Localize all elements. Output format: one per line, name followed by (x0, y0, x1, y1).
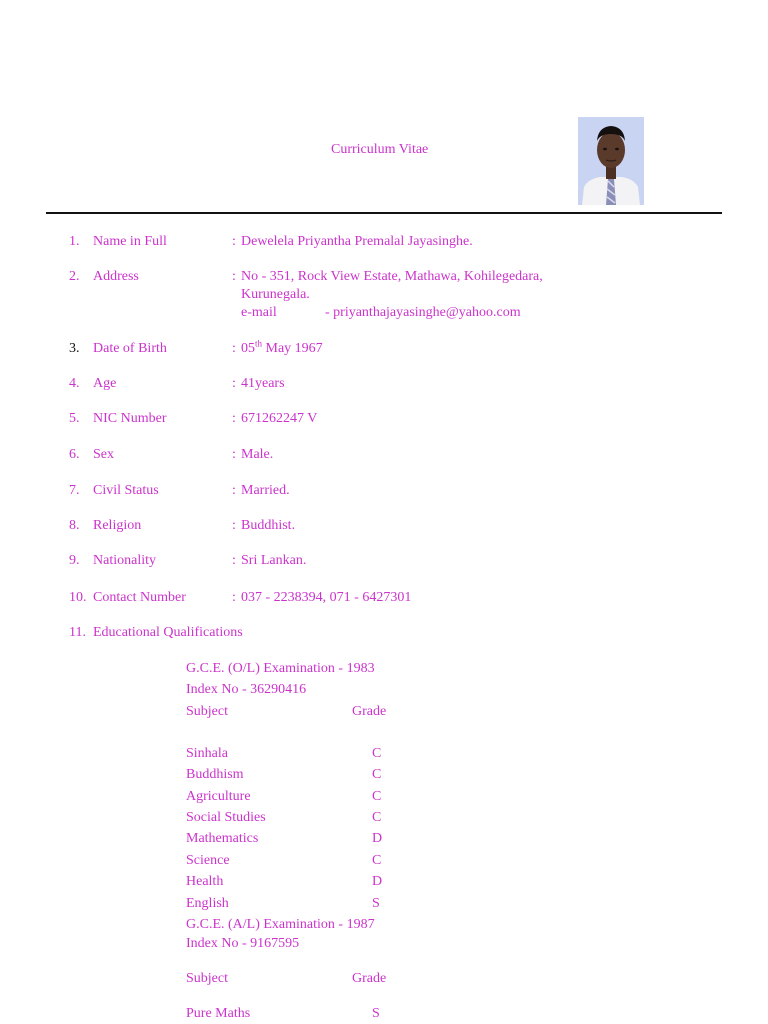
separator: : (232, 376, 236, 391)
separator: : (232, 269, 236, 284)
value-religion: Buddhist. (241, 518, 296, 533)
email-value: - priyanthajayasinghe@yahoo.com (325, 305, 521, 320)
ol-subject: Buddhism (186, 767, 244, 782)
entry-number: 9. (69, 553, 80, 568)
label-sex: Sex (93, 447, 114, 462)
separator: : (232, 447, 236, 462)
value-address-line2: Kurunegala. (241, 287, 310, 302)
ol-grade: D (372, 831, 383, 846)
separator: : (232, 234, 236, 249)
value-address-line1: No - 351, Rock View Estate, Mathawa, Kohilegedara, (241, 269, 543, 284)
value-civil-status: Married. (241, 483, 290, 498)
ol-grade: S (372, 896, 380, 911)
entry-number: 6. (69, 447, 80, 462)
ol-grade: C (372, 746, 382, 761)
al-index-number: Index No - 9167595 (186, 936, 300, 951)
separator: : (232, 553, 236, 568)
dob-month-year: May 1967 (262, 341, 323, 356)
ol-grade-header: Grade (352, 704, 387, 719)
dob-day-suffix: th (255, 338, 263, 349)
value-contact-number: 037 - 2238394, 071 - 6427301 (241, 590, 412, 605)
al-exam-heading: G.C.E. (A/L) Examination - 1987 (186, 917, 375, 932)
profile-photo (578, 117, 644, 205)
ol-subject: Health (186, 874, 224, 889)
entry-number: 2. (69, 269, 80, 284)
label-religion: Religion (93, 518, 142, 533)
value-nic-number: 671262247 V (241, 411, 318, 426)
label-civil-status: Civil Status (93, 483, 159, 498)
label-name-in-full: Name in Full (93, 234, 167, 249)
separator: : (232, 518, 236, 533)
ol-subject: Sinhala (186, 746, 228, 761)
value-age: 41years (241, 376, 285, 391)
separator: : (232, 341, 236, 356)
ol-subject: Science (186, 853, 230, 868)
label-age: Age (93, 376, 117, 391)
al-grade: S (372, 1006, 380, 1021)
ol-exam-heading: G.C.E. (O/L) Examination - 1983 (186, 661, 375, 676)
entry-number: 11. (69, 625, 86, 640)
value-date-of-birth (241, 340, 323, 358)
label-date-of-birth: Date of Birth (93, 341, 167, 356)
label-nic-number: NIC Number (93, 411, 167, 426)
email-label: e-mail (241, 305, 277, 320)
ol-grade: C (372, 789, 382, 804)
ol-subject: Social Studies (186, 810, 266, 825)
entry-number: 4. (69, 376, 80, 391)
label-address: Address (93, 269, 139, 284)
label-educational-qualifications: Educational Qualifications (93, 625, 243, 640)
value-name-in-full: Dewelela Priyantha Premalal Jayasinghe. (241, 234, 473, 249)
ol-grade: C (372, 853, 382, 868)
entry-number: 1. (69, 234, 80, 249)
separator: : (232, 590, 236, 605)
ol-subject: English (186, 896, 229, 911)
entry-number: 10. (69, 590, 87, 605)
label-nationality: Nationality (93, 553, 156, 568)
entry-number: 7. (69, 483, 80, 498)
document-title: Curriculum Vitae (331, 142, 429, 157)
header-divider (46, 212, 722, 214)
entry-number: 8. (69, 518, 80, 533)
ol-grade: C (372, 810, 382, 825)
value-sex: Male. (241, 447, 274, 462)
ol-grade: D (372, 874, 383, 889)
ol-subject-header: Subject (186, 704, 228, 719)
ol-subject: Agriculture (186, 789, 251, 804)
ol-index-number: Index No - 36290416 (186, 682, 307, 697)
separator: : (232, 483, 236, 498)
dob-day: 05 (241, 341, 255, 356)
entry-number: 5. (69, 411, 80, 426)
al-grade-header: Grade (352, 971, 387, 986)
al-subject: Pure Maths (186, 1006, 251, 1021)
ol-grade: C (372, 767, 382, 782)
separator: : (232, 411, 236, 426)
value-nationality: Sri Lankan. (241, 553, 307, 568)
label-contact-number: Contact Number (93, 590, 186, 605)
entry-number: 3. (69, 341, 80, 356)
ol-subject: Mathematics (186, 831, 259, 846)
al-subject-header: Subject (186, 971, 228, 986)
